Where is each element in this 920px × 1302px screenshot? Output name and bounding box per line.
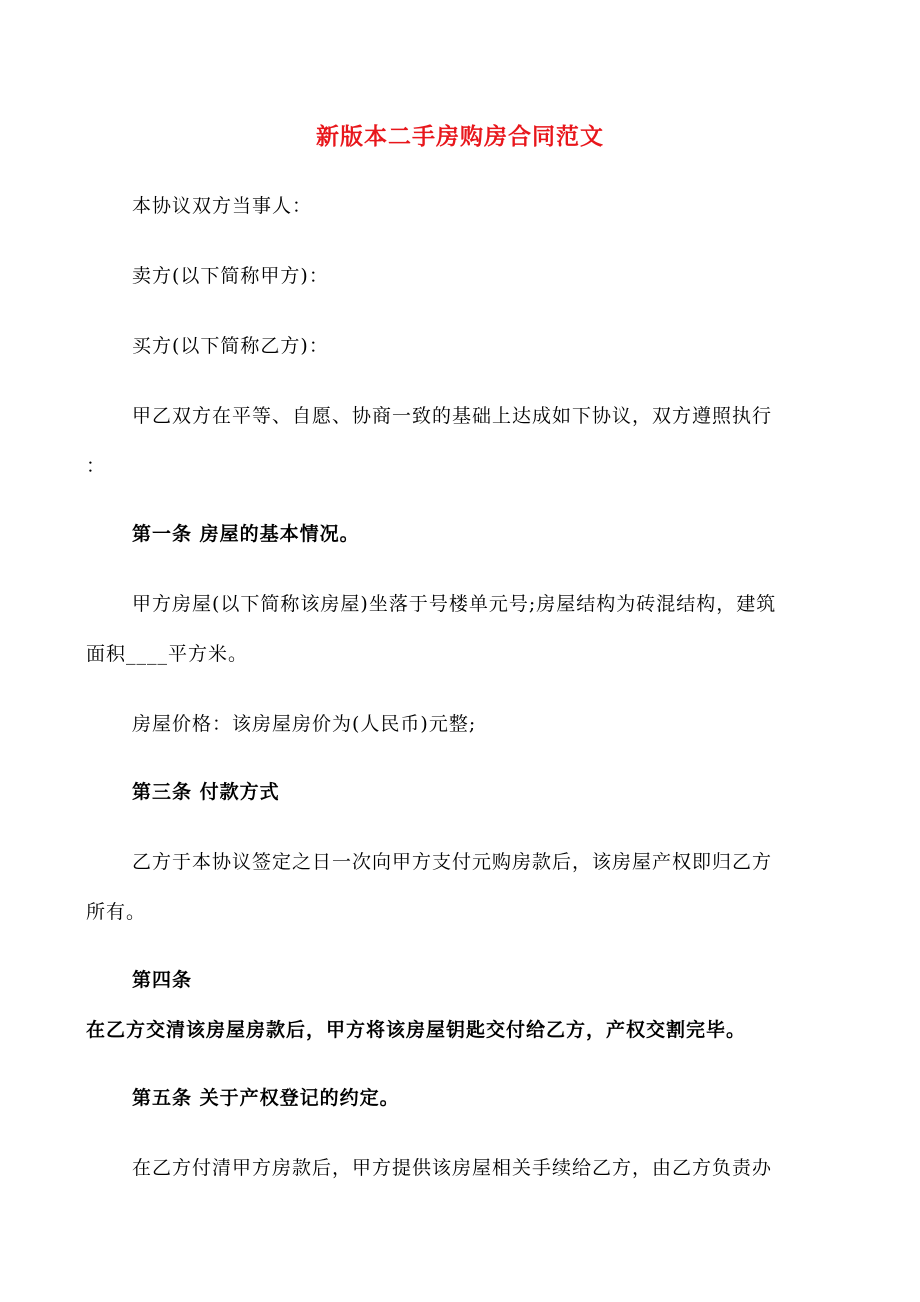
article-1-line-1: 甲方房屋(以下简称该房屋)坐落于号楼单元号;房屋结构为砖混结构，建筑 <box>132 593 777 615</box>
article-5-line-1: 在乙方付清甲方房款后，甲方提供该房屋相关手续给乙方，由乙方负责办 <box>132 1157 773 1179</box>
agreement-line-2: ： <box>86 455 107 477</box>
price-line: 房屋价格：该房屋房价为(人民币)元整; <box>132 713 477 735</box>
buyer-line: 买方(以下简称乙方)： <box>132 335 329 357</box>
article-1-line-2: 面积____平方米。 <box>86 643 249 665</box>
article-4-body: 在乙方交清该房屋房款后，甲方将该房屋钥匙交付给乙方，产权交割完毕。 <box>86 1019 747 1041</box>
article-3-heading: 第三条 付款方式 <box>132 781 280 803</box>
article-5-heading: 第五条 关于产权登记的约定。 <box>132 1087 400 1109</box>
article-1-heading: 第一条 房屋的基本情况。 <box>132 523 360 545</box>
document-title: 新版本二手房购房合同范文 <box>316 123 604 150</box>
parties-intro: 本协议双方当事人： <box>132 195 313 217</box>
article-3-line-2: 所有。 <box>86 901 147 923</box>
article-4-heading: 第四条 <box>132 969 193 991</box>
agreement-line-1: 甲乙双方在平等、自愿、协商一致的基础上达成如下协议，双方遵照执行 <box>132 405 773 427</box>
seller-line: 卖方(以下简称甲方)： <box>132 265 329 287</box>
article-3-line-1: 乙方于本协议签定之日一次向甲方支付元购房款后，该房屋产权即归乙方 <box>132 851 773 873</box>
